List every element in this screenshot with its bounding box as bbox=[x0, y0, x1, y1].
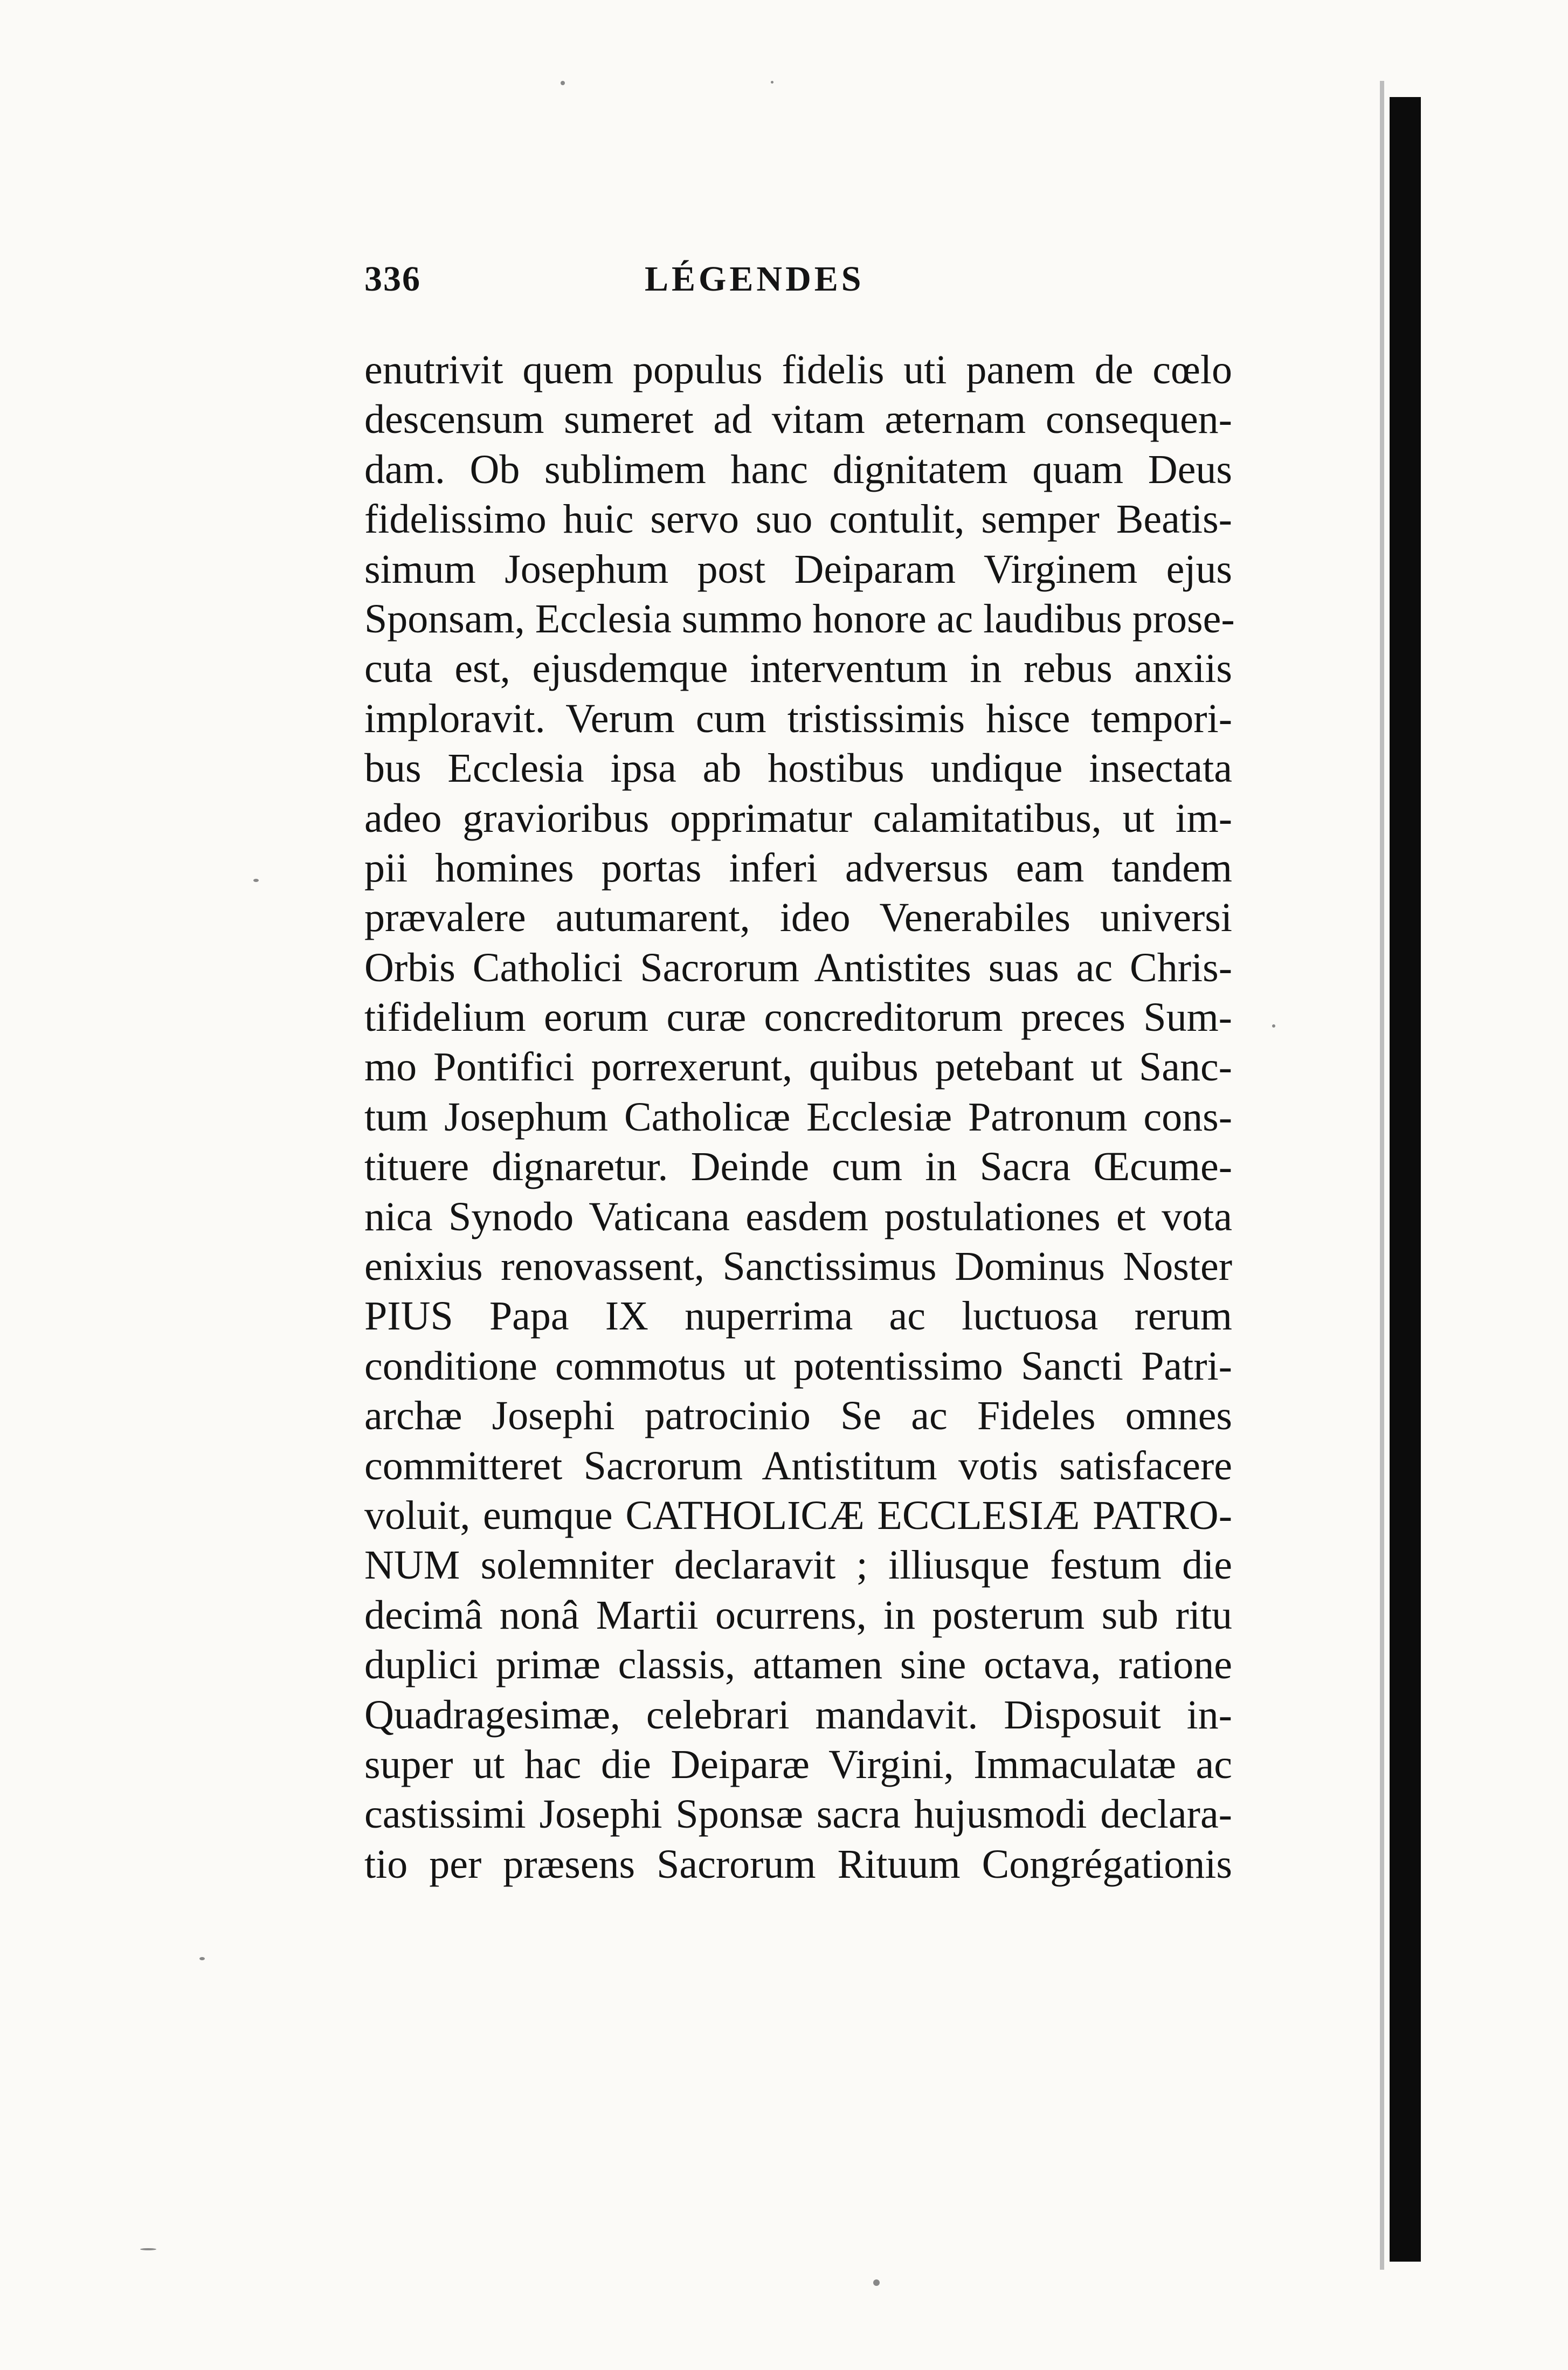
text-line: NUM solemniter declaravit ; illiusque festum die bbox=[364, 1542, 1232, 1588]
text-line: castissimi Josephi Sponsæ sacra hujusmodi declara- bbox=[364, 1792, 1232, 1837]
text-line: fidelissimo huic servo suo contulit, semper Beatis- bbox=[364, 497, 1232, 542]
text-line: enutrivit quem populus fidelis uti panem de cœlo bbox=[364, 347, 1232, 392]
text-line: mo Pontifici porrexerunt, quibus petebant ut Sanc- bbox=[364, 1044, 1232, 1090]
text-line: voluit, eumque CATHOLICÆ ECCLESIÆ PATRO- bbox=[364, 1492, 1232, 1538]
text-line: tum Josephum Catholicæ Ecclesiæ Patronum cons- bbox=[364, 1094, 1232, 1140]
text-line: conditione commotus ut potentissimo Sancti Patri- bbox=[364, 1343, 1232, 1389]
text-line: archæ Josephi patrocinio Se ac Fideles omnes bbox=[364, 1393, 1232, 1439]
text-line: duplici primæ classis, attamen sine octava, ratione bbox=[364, 1642, 1232, 1688]
text-line: adeo gravioribus opprimatur calamitatibus, ut im- bbox=[364, 795, 1232, 841]
page-header bbox=[364, 259, 1227, 307]
text-line: Orbis Catholici Sacrorum Antistites suas ac Chris- bbox=[364, 945, 1232, 990]
text-line: Sponsam, Ecclesia summo honore ac laudibus prose- bbox=[364, 596, 1235, 642]
text-line: cuta est, ejusdemque interventum in rebus anxiis bbox=[364, 646, 1232, 692]
body-text bbox=[364, 345, 1235, 1889]
text-line: Quadragesimæ, celebrari mandavit. Disposuit in- bbox=[364, 1692, 1232, 1738]
text-line: simum Josephum post Deiparam Virginem ejus bbox=[364, 546, 1232, 592]
text-line: bus Ecclesia ipsa ab hostibus undique insectata bbox=[364, 746, 1232, 791]
text-line: imploravit. Verum cum tristissimis hisce tempori- bbox=[364, 695, 1232, 741]
text-line: decimâ nonâ Martii ocurrens, in posterum sub ritu bbox=[364, 1592, 1232, 1638]
text-line: tifidelium eorum curæ concreditorum preces Sum- bbox=[364, 995, 1232, 1041]
text-line: PIUS Papa IX nuperrima ac luctuosa rerum bbox=[364, 1293, 1232, 1339]
text-line: enixius renovassent, Sanctissimus Dominus Noster bbox=[364, 1244, 1232, 1290]
text-line: tio per præsens Sacrorum Rituum Congrégationis bbox=[364, 1841, 1232, 1887]
binding-edge bbox=[1380, 81, 1384, 2270]
text-line: descensum sumeret ad vitam æternam consequen- bbox=[364, 397, 1232, 443]
text-line: committeret Sacrorum Antistitum votis satisfacere bbox=[364, 1443, 1232, 1489]
text-line: prævalere autumarent, ideo Venerabiles universi bbox=[364, 895, 1232, 941]
text-line: super ut hac die Deiparæ Virgini, Immaculatæ ac bbox=[364, 1741, 1232, 1787]
binding-shadow bbox=[1390, 97, 1421, 2262]
page-number: 336 bbox=[364, 259, 421, 299]
text-line: nica Synodo Vaticana easdem postulationes et vota bbox=[364, 1194, 1232, 1239]
text-line: pii homines portas inferi adversus eam tandem bbox=[364, 845, 1232, 891]
text-line: tituere dignaretur. Deinde cum in Sacra Œcume- bbox=[364, 1144, 1232, 1190]
text-line: dam. Ob sublimem hanc dignitatem quam Deus bbox=[364, 446, 1232, 492]
running-head: LÉGENDES bbox=[645, 259, 865, 299]
